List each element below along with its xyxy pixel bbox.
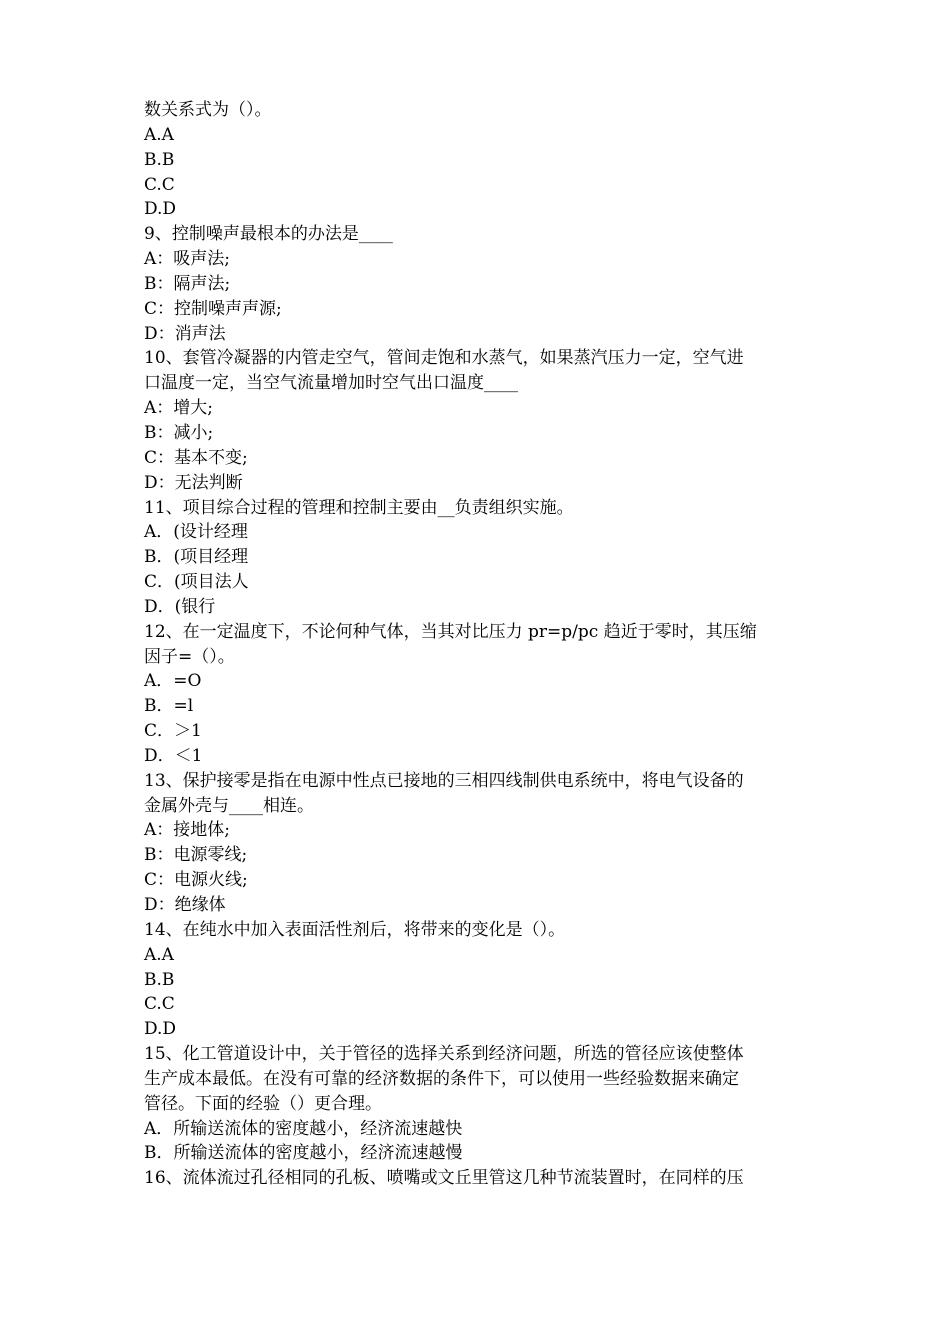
question-15-cont: 生产成本最低。在没有可靠的经济数据的条件下，可以使用一些经验数据来确定 bbox=[144, 1068, 739, 1089]
question-11: 11、项目综合过程的管理和控制主要由__负责组织实施。 bbox=[144, 497, 574, 518]
option-line: A．=O bbox=[144, 671, 202, 692]
option-line: D.D bbox=[144, 199, 177, 220]
option-line: A：增大; bbox=[144, 398, 214, 419]
option-line: B.B bbox=[144, 149, 175, 170]
option-line: B：隔声法; bbox=[144, 273, 231, 294]
option-line: D．(银行 bbox=[144, 596, 216, 617]
option-line: C．＞1 bbox=[144, 721, 202, 742]
question-12: 12、在一定温度下，不论何种气体，当其对比压力 pr=p/pc 趋近于零时，其压缩 bbox=[144, 621, 757, 642]
document-page bbox=[144, 98, 816, 1191]
option-line: A：接地体; bbox=[144, 820, 231, 841]
option-line: B：电源零线; bbox=[144, 845, 248, 866]
option-line: D：消声法 bbox=[144, 323, 226, 344]
question-16: 16、流体流过孔径相同的孔板、喷嘴或文丘里管这几种节流装置时，在同样的压 bbox=[144, 1168, 744, 1189]
question-10: 10、套管冷凝器的内管走空气，管间走饱和水蒸气，如果蒸汽压力一定，空气进 bbox=[144, 348, 744, 369]
option-line: B．(项目经理 bbox=[144, 547, 249, 568]
option-line: C：基本不变; bbox=[144, 447, 248, 468]
option-line: B．所输送流体的密度越小，经济流速越慢 bbox=[144, 1143, 463, 1164]
option-line: A：吸声法; bbox=[144, 249, 231, 270]
option-line: C．(项目法人 bbox=[144, 572, 249, 593]
option-line: A．所输送流体的密度越小，经济流速越快 bbox=[144, 1118, 463, 1139]
option-line: A．(设计经理 bbox=[144, 522, 248, 543]
option-line: B.B bbox=[144, 969, 175, 990]
question-13: 13、保护接零是指在电源中性点已接地的三相四线制供电系统中，将电气设备的 bbox=[144, 770, 744, 791]
option-line: B．=l bbox=[144, 696, 194, 717]
option-line: D.D bbox=[144, 1019, 177, 1040]
question-15: 15、化工管道设计中，关于管径的选择关系到经济问题，所选的管径应该使整体 bbox=[144, 1044, 744, 1065]
text-line: 数关系式为（）。 bbox=[144, 100, 272, 120]
question-12-cont: 因子=（）。 bbox=[144, 646, 235, 667]
question-15-cont: 管径。下面的经验（）更合理。 bbox=[144, 1093, 382, 1114]
option-line: C.C bbox=[144, 174, 175, 195]
question-13-cont: 金属外壳与____相连。 bbox=[144, 795, 314, 816]
question-10-cont: 口温度一定，当空气流量增加时空气出口温度____ bbox=[144, 373, 518, 394]
option-line: C：电源火线; bbox=[144, 870, 248, 891]
option-line: A.A bbox=[144, 124, 174, 145]
option-line: D：绝缘体 bbox=[144, 895, 226, 915]
option-line: B：减小; bbox=[144, 422, 214, 443]
option-line: A.A bbox=[144, 944, 174, 965]
option-line: D：无法判断 bbox=[144, 472, 243, 493]
question-9: 9、控制噪声最根本的办法是____ bbox=[144, 224, 393, 245]
option-line: D．＜1 bbox=[144, 745, 203, 766]
option-line: C：控制噪声声源; bbox=[144, 298, 282, 319]
question-14: 14、在纯水中加入表面活性剂后，将带来的变化是（）。 bbox=[144, 919, 566, 940]
option-line: C.C bbox=[144, 994, 175, 1015]
